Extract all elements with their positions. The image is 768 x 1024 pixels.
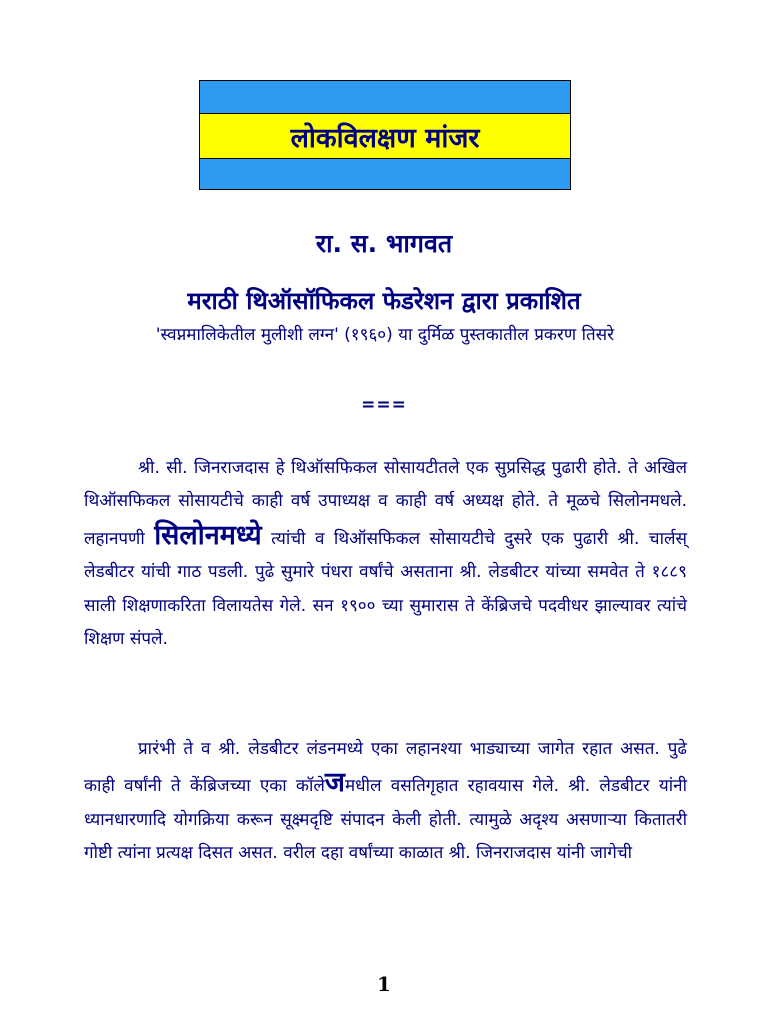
section-separator: === bbox=[361, 395, 407, 415]
title-banner bbox=[199, 80, 571, 190]
paragraph-1-emphasis: सिलोनमध्ये bbox=[154, 519, 262, 551]
publisher-line: मराठी थिऑसॉफिकल फेडरेशन द्वारा प्रकाशित bbox=[187, 287, 581, 315]
paragraph-2-text-b: मधील वसतिगृहात रहावयास गेले. श्री. लेडबीटर यांनी ध्यानधारणादि योगक्रिया करून सूक्ष्मदृष्टि संपादन केली होती. त्यामुळे अदृश्य असणाऱ्या कितातरी गोष्टी त्यांना प्रत्यक्ष दिसत असत. वरील दहा वर्षांच्या काळात श्री. जिनराजदास यांनी जागेची bbox=[84, 776, 687, 864]
paragraph-2-emphasis: ज bbox=[324, 767, 345, 799]
page-title: लोकविलक्षण मांजर bbox=[290, 122, 480, 154]
body-paragraph-2 bbox=[84, 733, 687, 871]
title-band bbox=[200, 113, 570, 159]
paragraph-2-text-a: प्रारंभी ते व श्री. लेडबीटर लंडनमध्ये एका लहानश्या भाड्याच्या जागेत रहात असत. पुढे काही वर्षांनी ते केंब्रिजच्या एका कॉले bbox=[84, 739, 687, 797]
paragraph-1-text-a: श्री. सी. जिनराजदास हे थिऑसफिकल सोसायटीतले एक सुप्रसिद्ध पुढारी होते. ते अखिल थिऑसफिकल सोसायटीचे काही वर्ष उपाध्यक्ष व काही वर्ष अध्यक्ष होते. ते मूळचे सिलोनमधले. लहानपणी bbox=[84, 458, 687, 549]
page-number: 1 bbox=[377, 972, 391, 996]
body-paragraph-1 bbox=[84, 452, 687, 656]
source-note: 'स्वप्नमालिकेतील मुलीशी लग्न' (१९६०) या दुर्मिळ पुस्तकातील प्रकरण तिसरे bbox=[155, 325, 615, 345]
paragraph-1-text-b: त्यांची व थिऑसफिकल सोसायटीचे दुसरे एक पुढारी श्री. चार्लस् लेडबीटर यांची गाठ पडली. पुढे सुमारे पंधरा वर्षांचे असताना श्री. लेडबीटर यांच्या समवेत ते १८८९ साली शिक्षणाकरिता विलायतेस गेले. सन १९०० च्या सुमारास ते केंब्रिजचे पदवीधर झाल्यावर त्यांचे शिक्षण संपले. bbox=[84, 528, 688, 650]
author-name: रा. स. भागवत bbox=[315, 229, 453, 258]
